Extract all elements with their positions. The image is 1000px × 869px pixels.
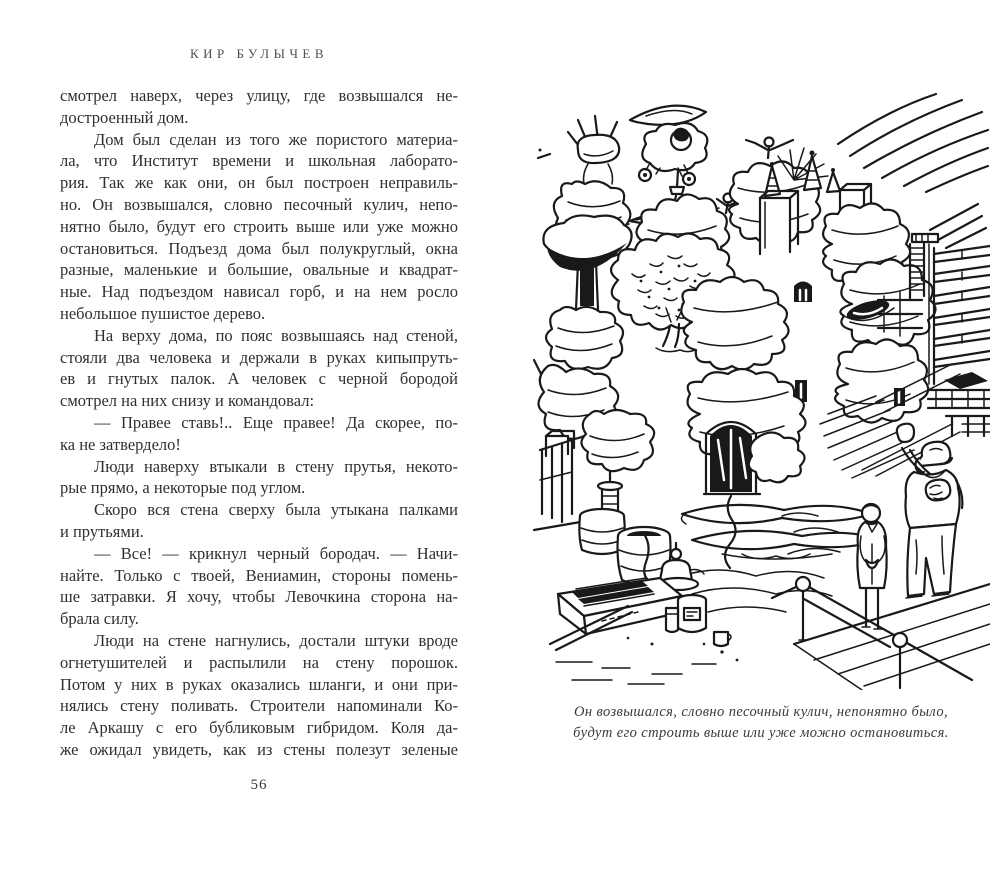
text-line: и прутьями. (60, 521, 144, 541)
running-head: КИР БУЛЫЧЕВ (190, 46, 328, 61)
illustration-caption (532, 702, 990, 744)
text-line: Дом был сделан из того же пористого материа- (94, 129, 458, 149)
text-line: рия. Так же как они, он был построен неправиль- (60, 173, 458, 193)
text-line: нялись стену поливать. Строители напоминали Ко- (60, 696, 458, 716)
right-page (532, 84, 990, 744)
text-line: ла, что Институт времени и школьная лаборато- (60, 151, 458, 171)
text-line: но. Он возвышался, словно песочный кулич, непо- (60, 194, 458, 214)
text-line: ше затравки. Я хочу, чтобы Левочкина сторона на- (60, 587, 458, 607)
text-line: нятно было, будут его строить выше или уже можно (60, 216, 458, 236)
illustration (532, 84, 990, 690)
deck-railing (772, 577, 990, 690)
boy-observer (857, 504, 886, 629)
text-line: небольшое пушистое дерево. (60, 303, 266, 323)
text-line: Люди на стене нагнулись, достали штуки вроде (94, 630, 458, 650)
barrels-equipment (550, 472, 738, 661)
text-line: ле Аркашу с его бубликовым гибридом. Коля да- (60, 718, 458, 738)
man-observer (897, 424, 963, 598)
text-line: рые прямо, а некоторые под углом. (60, 478, 306, 498)
text-line: На верху дома, по пояс возвышаясь над стеной, (94, 325, 458, 345)
text-line: ные. Над подъездом нависал горб, и на нем росло (60, 282, 458, 302)
text-line: смотрел на них снизу и командовал: (60, 391, 315, 411)
page-number: 56 (250, 776, 268, 793)
text-line: — Правее ставь!.. Еще правее! Да скорее, по- (94, 412, 458, 432)
text-line: найте. Только с твоей, Вениамин, стороны помень- (60, 565, 458, 585)
text-line: ев и гнутых палок. А человек с черной бородой (60, 369, 458, 389)
text-line: Скоро вся стена сверху была утыкана палками (94, 500, 458, 520)
text-line: смотрел наверх, через улицу, где возвышался не- (60, 86, 458, 105)
text-line: Люди наверху втыкали в стену прутья, некото- (94, 456, 458, 476)
caption-line: Он возвышался, словно песочный кулич, непонятно было, (574, 704, 948, 720)
text-line: разные, маленькие и большие, овальные и квадрат- (60, 260, 458, 280)
text-line: Потом у них в руках оказались шланги, и они при- (60, 674, 458, 694)
text-line: ка не затвердело! (60, 434, 181, 454)
text-line: достроенный дом. (60, 107, 189, 127)
text-line: — Все! — крикнул черный бородач. — Начи- (94, 543, 458, 563)
body-text (60, 85, 458, 761)
text-line: брала силу. (60, 609, 139, 629)
text-line: огнетушителей и распылили на стену порошок. (60, 652, 458, 672)
text-line: стояли два человека и держали в руках кипыпруть- (60, 347, 458, 367)
caption-line: будут его строить выше или уже можно остановиться. (573, 725, 949, 741)
left-page (60, 46, 458, 794)
text-line: же ожидал увидеть, как из стены полезут зеленые (60, 739, 458, 759)
text-line: остановиться. Подъезд дома был полукруглый, окна (60, 238, 458, 258)
